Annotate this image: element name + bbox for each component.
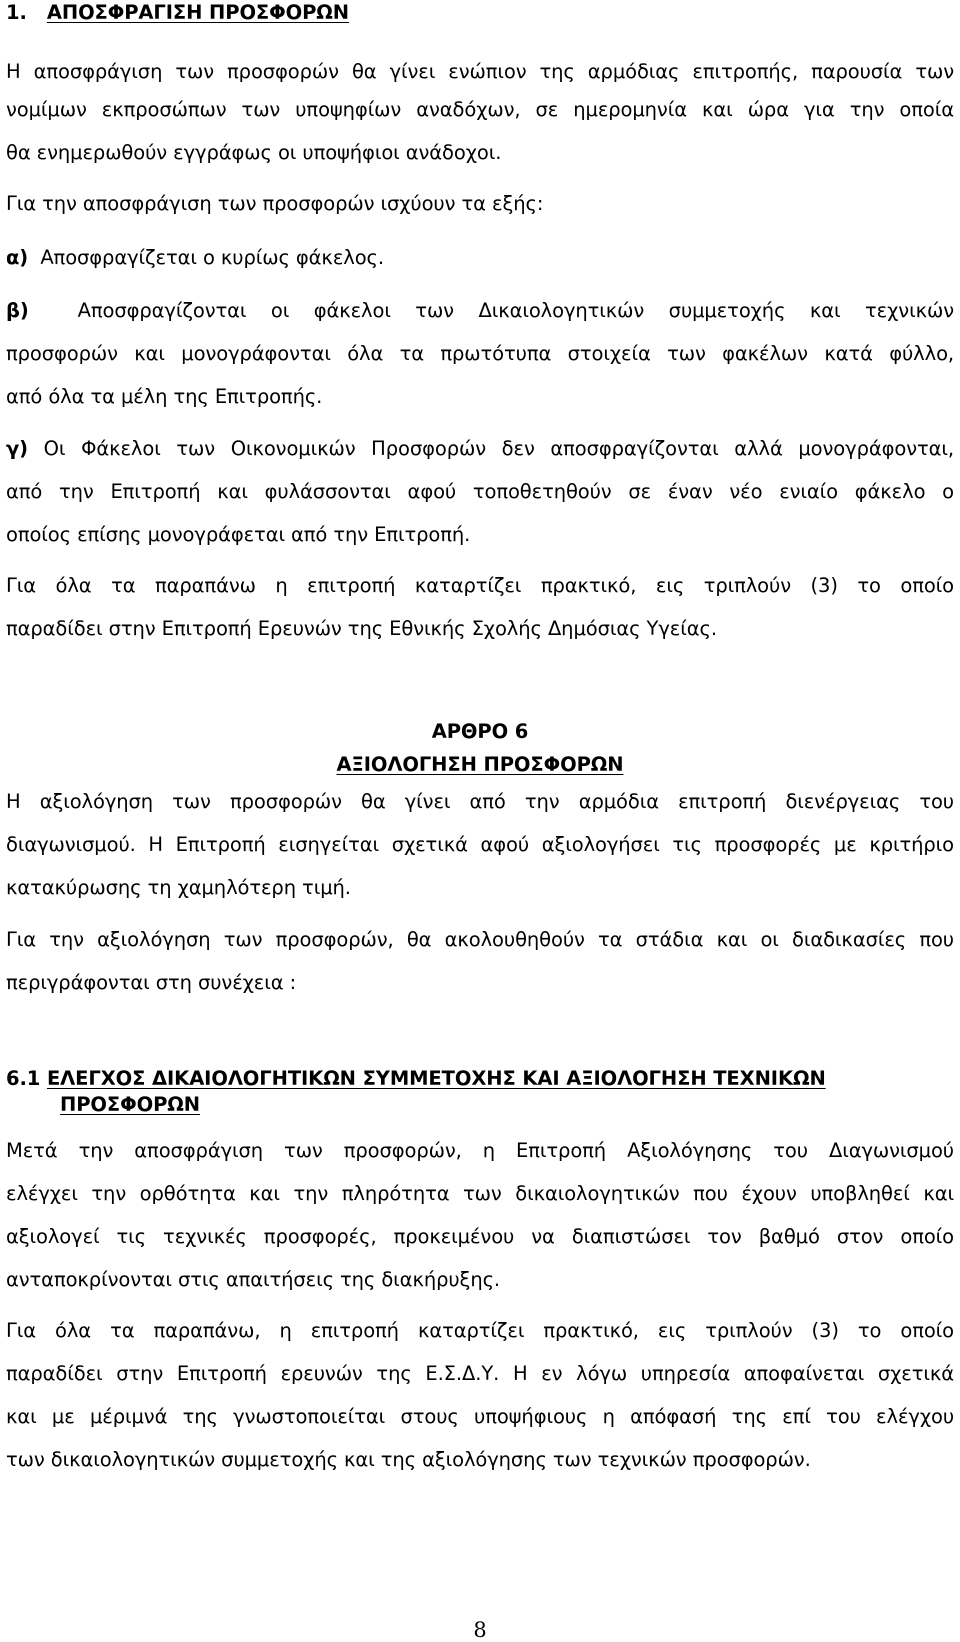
section-title-continuation	[60, 1092, 940, 1118]
list-label: α)	[6, 246, 29, 269]
section-title: ΕΛΕΓΧΟΣ ΔΙΚΑΙΟΛΟΓΗΤΙΚΩΝ ΣΥΜΜΕΤΟΧΗΣ ΚΑΙ ΑΞΙΟΛΟΓΗΣΗ ΤΕΧΝΙΚΩΝ	[46, 1067, 826, 1090]
paragraph-line: νομίμων εκπροσώπων των υποψηφίων αναδόχων, σε ημερομηνία και ώρα για την οποία	[6, 98, 954, 121]
section-title: ΑΠΟΣΦΡΑΓΙΣΗ ΠΡΟΣΦΟΡΩΝ	[46, 1, 349, 24]
paragraph-line: από όλα τα μέλη της Επιτροπής.	[6, 385, 323, 408]
paragraph-line: Η αποσφράγιση των προσφορών θα γίνει ενώπιον της αρμόδιας επιτροπής, παρουσία των	[6, 60, 954, 83]
article-heading: ΑΡΘΡΟ 6	[431, 720, 529, 743]
section-1-heading	[6, 0, 954, 26]
paragraph-line: αξιολογεί τις τεχνικές προσφορές, προκειμένου να διαπιστώσει τον βαθμό στον οποίο	[6, 1225, 954, 1248]
paragraph-line: ελέγχει την ορθότητα και την πληρότητα των δικαιολογητικών που έχουν υποβληθεί και	[6, 1182, 954, 1205]
paragraph-line: προσφορών και μονογράφονται όλα τα πρωτότυπα στοιχεία των φακέλων κατά φύλλο,	[6, 342, 954, 365]
paragraph-line: οποίος επίσης μονογράφεται από την Επιτροπή.	[6, 523, 471, 546]
paragraph-line: θα ενημερωθούν εγγράφως οι υποψήφιοι ανάδοχοι.	[6, 141, 502, 164]
paragraph-line: παραδίδει στην Επιτροπή ερευνών της Ε.Σ.Δ.Υ. Η εν λόγω υπηρεσία αποφαίνεται σχετικά	[6, 1362, 954, 1385]
list-text: Αποσφραγίζονται οι φάκελοι των Δικαιολογητικών συμμετοχής και τεχνικών	[77, 299, 954, 322]
section-6-1-heading	[6, 1066, 954, 1092]
paragraph-line: Η αξιολόγηση των προσφορών θα γίνει από την αρμόδια επιτροπή διενέργειας του	[6, 790, 954, 813]
paragraph-line: Για όλα τα παραπάνω, η επιτροπή καταρτίζει πρακτικό, εις τριπλούν (3) το οποίο	[6, 1319, 954, 1342]
paragraph-line: Για την αποσφράγιση των προσφορών ισχύουν τα εξής:	[6, 192, 544, 215]
list-label: γ)	[6, 437, 28, 460]
paragraph-line: των δικαιολογητικών συμμετοχής και της αξιολόγησης των τεχνικών προσφορών.	[6, 1448, 811, 1471]
paragraph-line: περιγράφονται στη συνέχεια :	[6, 971, 297, 994]
section-title-line2: ΠΡΟΣΦΟΡΩΝ	[60, 1093, 200, 1116]
list-label: β)	[6, 299, 29, 322]
list-text: Αποσφραγίζεται ο κυρίως φάκελος.	[40, 246, 384, 269]
paragraph-line: κατακύρωσης τη χαμηλότερη τιμή.	[6, 876, 351, 899]
paragraph-line: από την Επιτροπή και φυλάσσονται αφού τοποθετηθούν σε έναν νέο ενιαίο φάκελο ο	[6, 480, 954, 503]
paragraph-line: Μετά την αποσφράγιση των προσφορών, η Επιτροπή Αξιολόγησης του Διαγωνισμού	[6, 1139, 954, 1162]
section-number: 6.1	[6, 1067, 41, 1090]
paragraph-line: και με μέριμνά της γνωστοποιείται στους υποψήφιους η απόφασή της επί του ελέγχου	[6, 1405, 954, 1428]
list-item-c	[6, 436, 954, 462]
paragraph-line: παραδίδει στην Επιτροπή Ερευνών της Εθνικής Σχολής Δημόσιας Υγείας.	[6, 617, 717, 640]
list-item-b	[6, 298, 954, 324]
list-item-a	[6, 245, 954, 271]
paragraph-line: διαγωνισμού. Η Επιτροπή εισηγείται σχετικά αφού αξιολογήσει τις προσφορές με κριτήριο	[6, 833, 954, 856]
section-number: 1.	[6, 1, 27, 24]
paragraph-line: ανταποκρίνονται στις απαιτήσεις της διακήρυξης.	[6, 1268, 501, 1291]
article-subheading: ΑΞΙΟΛΟΓΗΣΗ ΠΡΟΣΦΟΡΩΝ	[336, 753, 624, 776]
list-text: Οι Φάκελοι των Οικονομικών Προσφορών δεν αποσφραγίζονται αλλά μονογράφονται,	[43, 437, 954, 460]
paragraph-line: Για όλα τα παραπάνω η επιτροπή καταρτίζει πρακτικό, εις τριπλούν (3) το οποίο	[6, 574, 954, 597]
page-number: 8	[473, 1618, 487, 1642]
paragraph-line: Για την αξιολόγηση των προσφορών, θα ακολουθηθούν τα στάδια και οι διαδικασίες που	[6, 928, 954, 951]
